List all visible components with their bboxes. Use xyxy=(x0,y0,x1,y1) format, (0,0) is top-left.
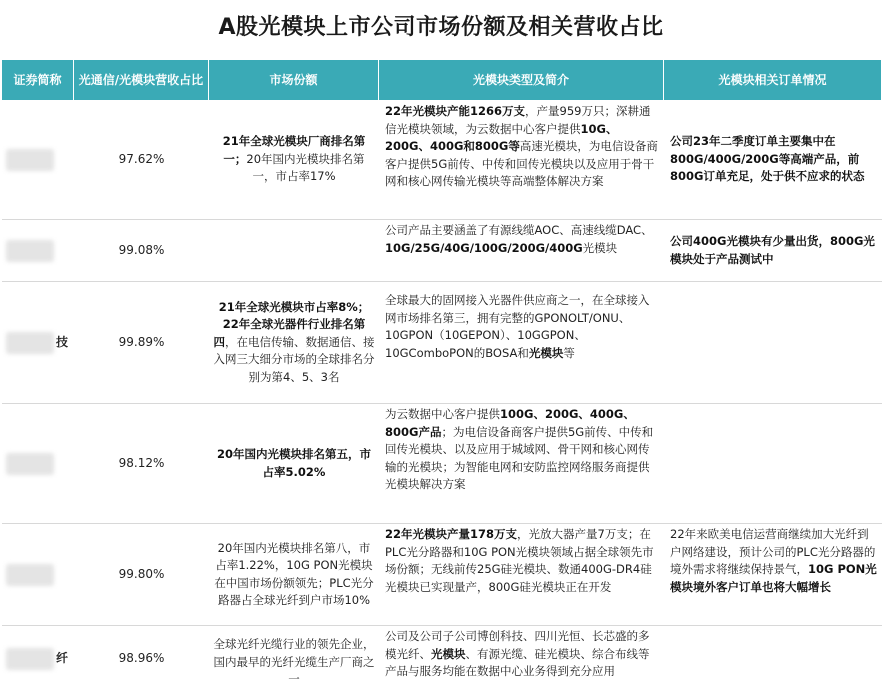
cell-market-share xyxy=(209,524,379,625)
text: 公司产品主要涵盖了有源线缆AOC、高速线缆DAC、 xyxy=(385,223,653,237)
bold-text: 22年光模块产量178万支 xyxy=(385,527,518,541)
cell-module-type xyxy=(379,100,664,219)
bold-text: 光模块 xyxy=(431,646,466,661)
text: 公司及公司子公司博创科技、四川光恒、长芯盛的多模光纤、 xyxy=(385,629,650,661)
bold-text: 10G、200G、400G和800G等 xyxy=(385,121,618,153)
bold-text: 100G、200G、400G、800G产品 xyxy=(385,407,635,439)
cell-revenue-ratio: 99.08% xyxy=(118,242,165,257)
redaction-blur xyxy=(6,648,54,670)
cell-revenue-ratio: 99.80% xyxy=(118,566,165,581)
cell-revenue-ratio: 98.96% xyxy=(118,651,165,666)
bold-text: 10G/25G/40G/100G/200G/400G xyxy=(385,240,583,255)
cell-module-type xyxy=(379,282,664,403)
header-module-type: 光模块类型及简介 xyxy=(379,60,664,100)
cell-module-type xyxy=(379,220,664,281)
cell-orders xyxy=(664,100,882,219)
cell-text xyxy=(213,636,375,689)
table-row xyxy=(2,100,882,220)
header-revenue-ratio: 光通信/光模块营收占比 xyxy=(74,60,209,100)
cell-market-share xyxy=(209,100,379,219)
redaction-blur xyxy=(6,149,54,171)
cell-market-share xyxy=(209,404,379,523)
table-row xyxy=(2,282,882,404)
text: 为云数据中心客户提供 xyxy=(385,407,500,421)
text: 22年来欧美电信运营商继续加大光纤到户网络建设，预计公司的PLC光分路器的境外需求将继续保持景气， xyxy=(670,527,876,576)
header-orders: 光模块相关订单情况 xyxy=(664,60,882,100)
cell-market-share xyxy=(209,220,379,281)
text: 20年国内光模块排名第一，市占率17% xyxy=(246,151,365,184)
cell-text xyxy=(670,133,878,186)
table-row xyxy=(2,626,882,692)
cell-text xyxy=(385,628,660,681)
cell-module-type xyxy=(379,404,664,523)
redaction-blur xyxy=(6,453,54,475)
cell-text xyxy=(385,526,660,596)
page-title: A股光模块上市公司市场份额及相关营收占比 xyxy=(218,15,664,40)
bold-text: 22年光模块产能1266万支 xyxy=(385,104,526,118)
bold-text: 公司23年二季度订单主要集中在800G/400G/200G等高端产品，前800G订单充足，处于供不应求的状态 xyxy=(670,134,865,184)
redaction-blur xyxy=(6,332,54,354)
text: 光模块 xyxy=(582,240,618,255)
cell-market-share xyxy=(209,282,379,403)
cell-revenue-ratio: 99.89% xyxy=(118,334,165,349)
cell-text xyxy=(213,540,375,610)
text: 等 xyxy=(563,345,575,360)
bold-text: 10G PON光模块境外客户订单也将大幅增长 xyxy=(670,562,877,594)
bold-text: 21年全球光模块市占率8%；22年全球光器件行业排名第四 xyxy=(213,299,370,349)
header-market-share: 市场份额 xyxy=(209,60,379,100)
cell-stock-name xyxy=(2,404,74,523)
cell-text xyxy=(213,299,375,387)
cell-text xyxy=(385,406,660,494)
bold-text: 20年国内光模块排名第五，市占率5.02% xyxy=(216,447,371,479)
table-header xyxy=(2,60,882,100)
text: ；为电信设备商客户提供5G前传、中传和回传光模块、以及应用于城域网、骨干网和核心网传输的光模块；为智能电网和安防监控网络服务商提供光模块解决方案 xyxy=(385,424,654,491)
table-row xyxy=(2,404,882,524)
cell-text xyxy=(670,233,878,268)
text: ，在电信传输、数据通信、接入网三大细分市场的全球排名分别为第4、5、3名 xyxy=(213,334,375,384)
cell-stock-name: 技 xyxy=(2,282,74,403)
text: ，光放大器产量7万支；在PLC光分路器和10G PON光模块领域占据全球领先市场份额；无线前传25G硅光模块、数通400G-DR4硅光模块已实现量产，800G硅光模块正在开发 xyxy=(385,527,654,594)
redaction-blur xyxy=(6,240,54,262)
text: ，产量959万只；深耕通信光模块领域，为云数据中心客户提供 xyxy=(385,104,651,136)
text: 高速光模块，为电信设备商客户提供5G前传、中传和回传光模块以及应用于骨干网和核心网传输光模块等高端整体解决方案 xyxy=(385,139,658,188)
cell-orders xyxy=(664,404,882,523)
cell-orders xyxy=(664,220,882,281)
cell-orders xyxy=(664,282,882,403)
cell-module-type xyxy=(379,626,664,692)
cell-stock-name xyxy=(2,100,74,219)
cell-revenue-ratio: 98.12% xyxy=(118,455,165,470)
cell-market-share xyxy=(209,626,379,692)
header-stock-name: 证券简称 xyxy=(2,60,74,100)
bold-text: 21年全球光模块厂商排名第一； xyxy=(222,134,366,166)
cell-text xyxy=(385,222,660,257)
cell-stock-name xyxy=(2,220,74,281)
text: 全球最大的固网接入光器件供应商之一，在全球接入网市场排名第三，拥有完整的GPONOLT/ONU、10GPON（10GEPON）、10GGPON、10GComboPON的BOSA和 xyxy=(385,293,650,360)
cell-text xyxy=(670,526,878,596)
bold-text: 公司400G光模块有少量出货，800G光模块处于产品测试中 xyxy=(670,234,875,266)
cell-text xyxy=(213,133,375,186)
cell-orders xyxy=(664,626,882,692)
text: 20年国内光模块排名第八，市占率1.22%，10G PON光模块在中国市场份额领先；PLC光分路器占全球光纤到户市场10% xyxy=(214,540,374,607)
data-table xyxy=(2,60,882,692)
bold-text: 光模块 xyxy=(528,345,564,360)
redaction-blur xyxy=(6,564,54,586)
text: 全球光纤光缆行业的领先企业，国内最早的光纤光缆生产厂商之一 xyxy=(213,637,375,686)
cell-text xyxy=(385,103,660,191)
cell-stock-name xyxy=(2,524,74,625)
cell-stock-name: 纤 xyxy=(2,626,74,692)
cell-revenue-ratio: 97.62% xyxy=(118,151,165,166)
cell-text xyxy=(385,292,660,362)
text: 、有源光缆、硅光模块、综合布线等产品与服务均能在数据中心业务得到充分应用 xyxy=(385,646,650,678)
table-row xyxy=(2,220,882,282)
table-row xyxy=(2,524,882,626)
cell-orders xyxy=(664,524,882,625)
cell-module-type xyxy=(379,524,664,625)
cell-text xyxy=(213,446,375,481)
